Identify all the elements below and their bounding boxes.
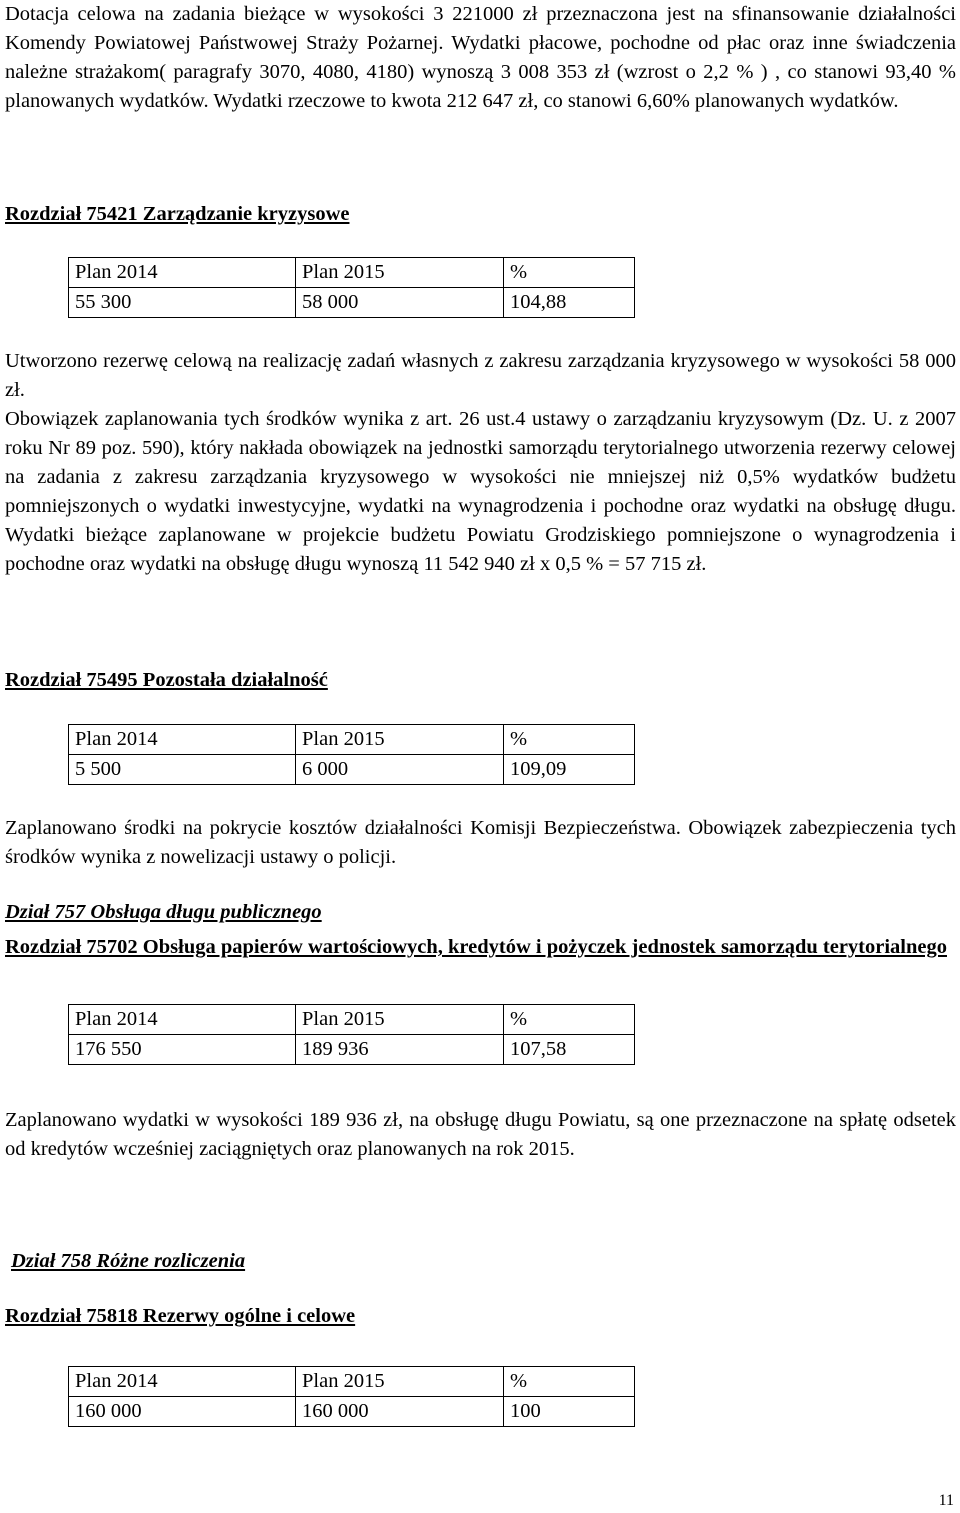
section-heading-75495: Rozdział 75495 Pozostała działalność [5, 669, 328, 691]
page-number: 11 [938, 1492, 954, 1509]
section-heading-75818: Rozdział 75818 Rezerwy ogólne i celowe [5, 1305, 356, 1327]
table-row: 160 000 160 000 100 [69, 1397, 635, 1427]
section-heading-758: Dział 758 Różne rozliczenia [11, 1250, 246, 1272]
table-header-row: Plan 2014 Plan 2015 % [69, 258, 635, 288]
table-row: 176 550 189 936 107,58 [69, 1035, 635, 1065]
section-heading-75421: Rozdział 75421 Zarządzanie kryzysowe [5, 203, 350, 225]
intro-paragraph: Dotacja celowa na zadania bieżące w wysokości 3 221000 zł przeznaczona jest na sfinansowanie działalności Komendy Powiatowej Państwowej Straży Pożarnej. Wydatki płacowe, pochodne od płac oraz inne świadczenia należne strażakom( paragrafy 3070, 4080, 4180) wynoszą 3 008 353 zł (wzrost o 2,2 % ) , co stanowi 93,40 % planowanych wydatków. Wydatki rzeczowe to kwota 212 647 zł, co stanowi 6,60% planowanych wydatków. [5, 3, 956, 112]
table-header-row: Plan 2014 Plan 2015 % [69, 1367, 635, 1397]
plan-table-75495 [68, 724, 635, 785]
table-header-row: Plan 2014 Plan 2015 % [69, 725, 635, 755]
table-header-row: Plan 2014 Plan 2015 % [69, 1005, 635, 1035]
paragraph-75495: Zaplanowano środki na pokrycie kosztów działalności Komisji Bezpieczeństwa. Obowiązek zabezpieczenia tych środków wynika z nowelizacji ustawy o policji. [5, 817, 956, 868]
section-heading-75702: Rozdział 75702 Obsługa papierów wartościowych, kredytów i pożyczek jednostek samorządu terytorialnego [5, 936, 947, 958]
plan-table-75421 [68, 257, 635, 318]
table-row: 55 300 58 000 104,88 [69, 288, 635, 318]
plan-table-75702 [68, 1004, 635, 1065]
section-heading-757: Dział 757 Obsługa długu publicznego [5, 901, 322, 923]
table-row: 5 500 6 000 109,09 [69, 755, 635, 785]
paragraph-75421-reserve: Utworzono rezerwę celową na realizację zadań własnych z zakresu zarządzania kryzysowego w wysokości 58 000 zł. [5, 350, 956, 401]
paragraph-75702: Zaplanowano wydatki w wysokości 189 936 zł, na obsługę długu Powiatu, są one przeznaczone na spłatę odsetek od kredytów wcześniej zaciągniętych oraz planowanych na rok 2015. [5, 1109, 956, 1160]
paragraph-75421-obligation: Obowiązek zaplanowania tych środków wynika z art. 26 ust.4 ustawy o zarządzaniu kryzysowym (Dz. U. z 2007 roku Nr 89 poz. 590), który nakłada obowiązek na jednostki samorządu terytorialnego utworzenia rezerwy celowej na zadania z zakresu zarządzania kryzysowego w wysokości nie mniejszej niż 0,5% wydatków budżetu pomniejszonych o wydatki inwestycyjne, wydatki na wynagrodzenia i pochodne oraz wydatki na obsługę długu. Wydatki bieżące zaplanowane w projekcie budżetu Powiatu Grodziskiego pomniejszone o wynagrodzenia i pochodne oraz wydatki na obsługę długu wynoszą 11 542 940 zł x 0,5 % = 57 715 zł. [5, 408, 956, 575]
plan-table-75818 [68, 1366, 635, 1427]
